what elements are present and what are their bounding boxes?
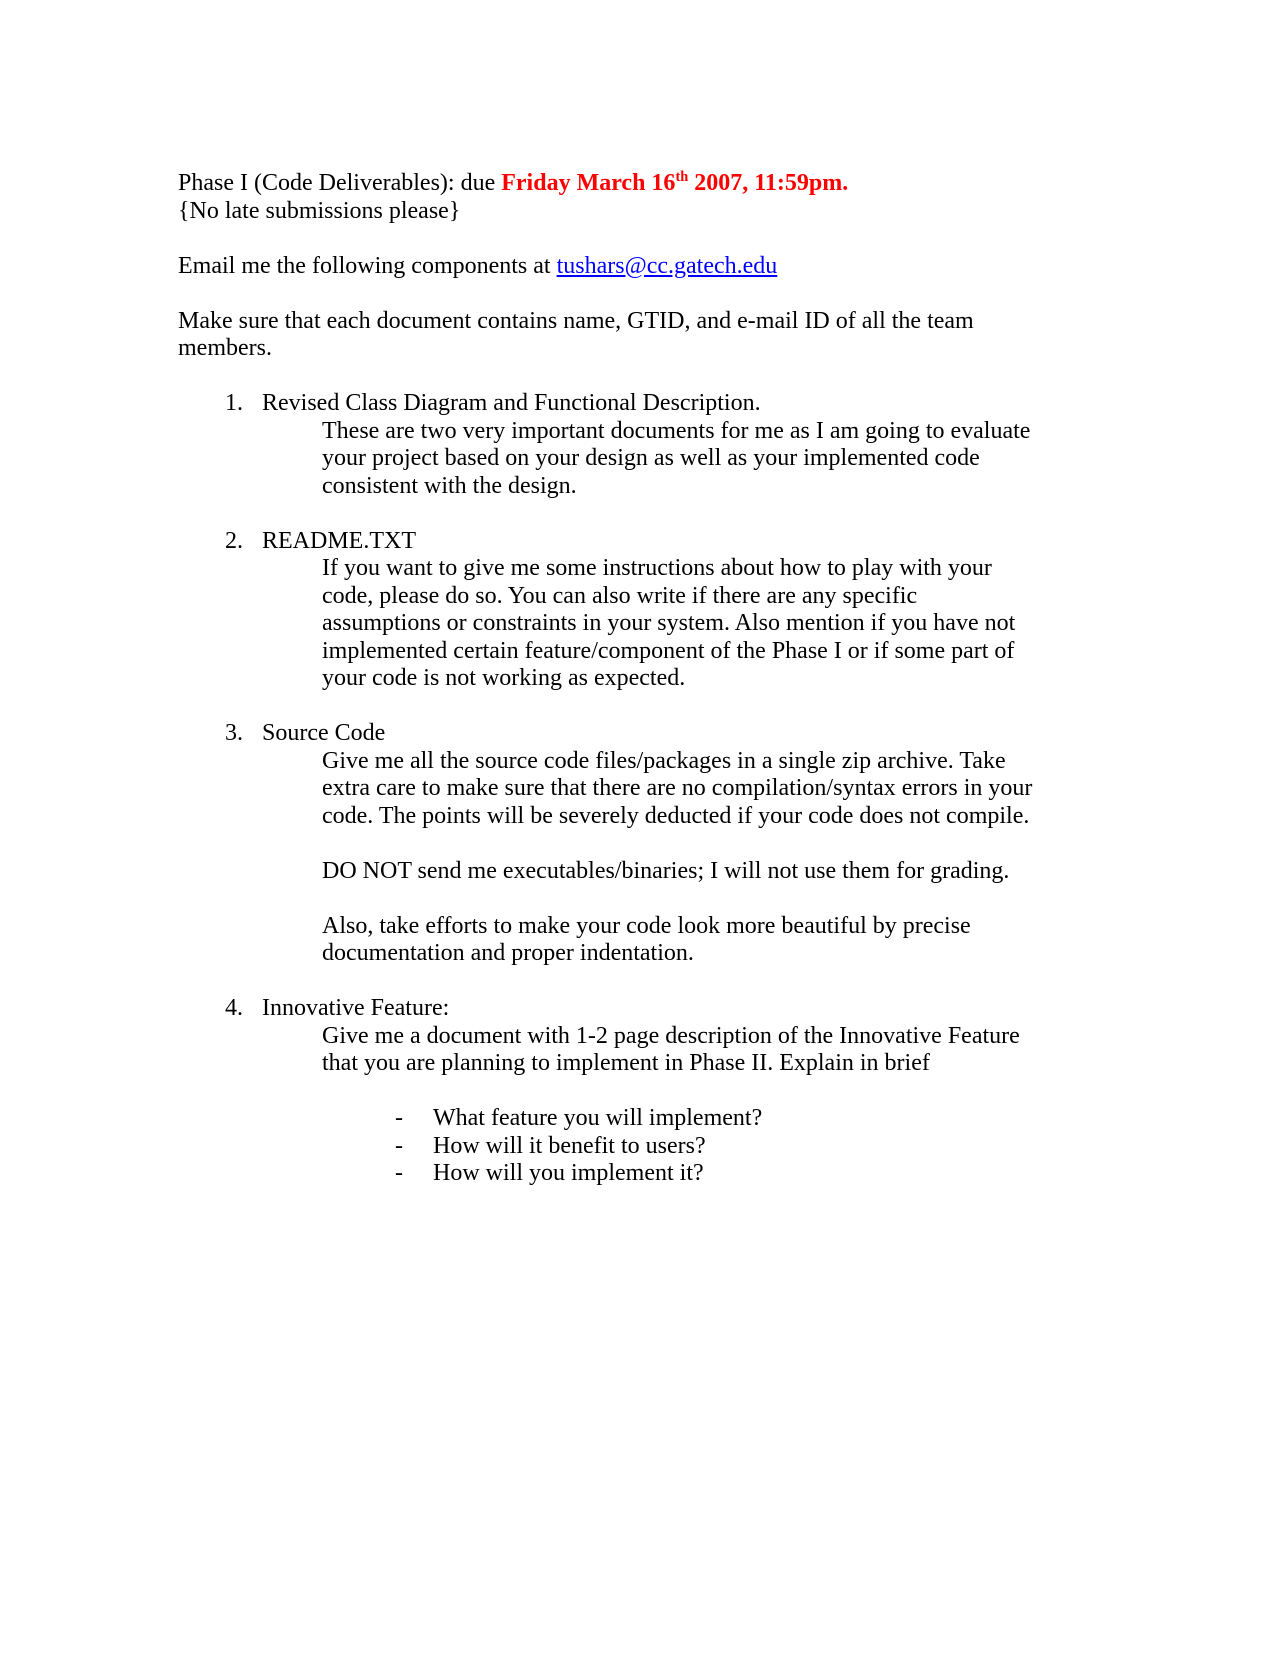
list-item-2 bbox=[178, 528, 1160, 556]
email-line-prefix: Email me the following components at bbox=[178, 252, 557, 279]
due-date-main: Friday March 16 bbox=[501, 170, 676, 196]
item-paragraph: DO NOT send me executables/binaries; I will not use them for grading. bbox=[322, 857, 1010, 884]
spacer bbox=[178, 693, 1160, 721]
item-title: README.TXT bbox=[262, 527, 416, 554]
due-date-rest: 2007, 11:59pm. bbox=[688, 170, 849, 196]
bullet-item bbox=[178, 1105, 1160, 1133]
instruction-text: Make sure that each document contains name, GTID, and e-mail ID of all the team members. bbox=[178, 307, 974, 361]
item-paragraph: Give me a document with 1-2 page description of the Innovative Feature that you are planning to implement in Phase II. Explain in brief bbox=[322, 1022, 1020, 1076]
spacer bbox=[178, 968, 1160, 996]
dash-marker: - bbox=[395, 1132, 403, 1159]
email-line bbox=[178, 253, 1160, 281]
bullet-text: What feature you will implement? bbox=[433, 1105, 763, 1131]
spacer bbox=[178, 280, 1160, 308]
bullet-text: How will you implement it? bbox=[433, 1160, 704, 1186]
item-title: Innovative Feature: bbox=[262, 995, 450, 1021]
item-paragraph: If you want to give me some instructions about how to play with your code, please do so. You can also write if there are any specific assumptions or constraints in your system. Also mention if you have not implemented certain feature/component of the Phase I or if some part of your code is not working as expected. bbox=[322, 555, 1016, 691]
list-item-4 bbox=[178, 995, 1160, 1023]
item-paragraph: These are two very important documents for me as I am going to evaluate your project based on your design as well as your implemented code consistent with the design. bbox=[322, 417, 1031, 499]
due-date bbox=[501, 170, 848, 196]
spacer bbox=[178, 885, 1160, 913]
item-number: 3. bbox=[225, 720, 243, 746]
item-paragraph: Also, take efforts to make your code look more beautiful by precise documentation and proper indentation. bbox=[322, 912, 971, 966]
spacer bbox=[178, 225, 1160, 253]
dash-marker: - bbox=[395, 1105, 403, 1131]
item-title: Revised Class Diagram and Functional Description. bbox=[262, 390, 761, 416]
bullet-item bbox=[178, 1160, 1160, 1188]
bullet-text: How will it benefit to users? bbox=[433, 1132, 706, 1159]
heading-prefix: Phase I (Code Deliverables): due bbox=[178, 170, 502, 196]
spacer bbox=[178, 363, 1160, 391]
due-date-ordinal: th bbox=[675, 169, 689, 185]
item-paragraph: Give me all the source code files/packages in a single zip archive. Take extra care to make sure that there are no compilation/syntax errors in your code. The points will be severely deducted if your code does not compile. bbox=[322, 747, 1033, 829]
spacer bbox=[178, 1078, 1160, 1106]
dash-marker: - bbox=[395, 1160, 403, 1186]
spacer bbox=[178, 500, 1160, 528]
list-item-3 bbox=[178, 720, 1160, 748]
item-title: Source Code bbox=[262, 720, 386, 746]
phase-heading bbox=[178, 170, 1160, 198]
spacer bbox=[178, 830, 1160, 858]
bullet-item bbox=[178, 1133, 1160, 1161]
list-item-1 bbox=[178, 390, 1160, 418]
item-number: 2. bbox=[225, 527, 243, 554]
no-late-note: {No late submissions please} bbox=[178, 197, 461, 224]
item-number: 1. bbox=[225, 390, 243, 416]
email-link[interactable]: tushars@cc.gatech.edu bbox=[556, 252, 778, 279]
item-number: 4. bbox=[225, 995, 243, 1021]
